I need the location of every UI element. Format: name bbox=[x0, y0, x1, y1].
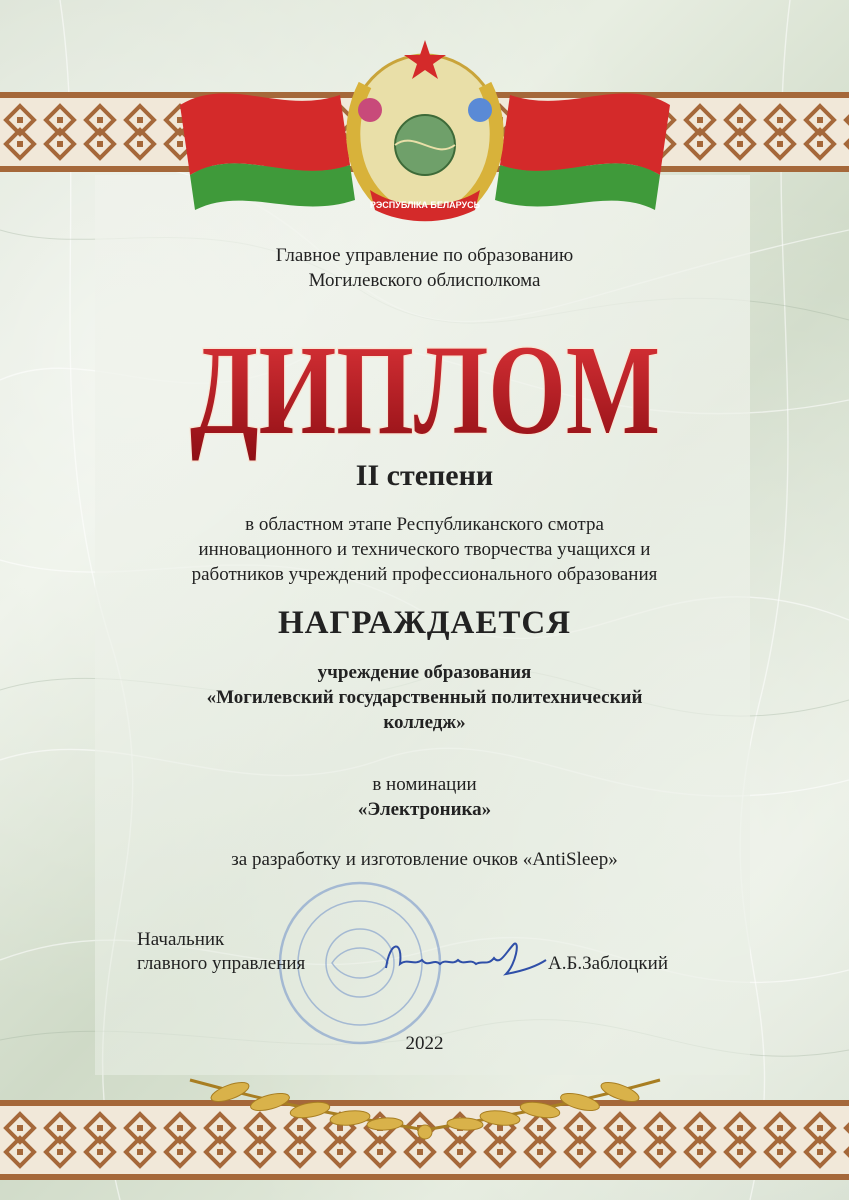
recipient-line-3: колледж» bbox=[383, 712, 466, 733]
diploma-title bbox=[180, 319, 670, 461]
nomination-label: в номинации bbox=[372, 774, 477, 795]
recipient-block bbox=[0, 660, 849, 735]
issuer-line-1: Главное управление по образованию bbox=[275, 245, 574, 266]
signer-title-line-1: Начальник bbox=[137, 929, 225, 950]
diploma-title-text: ДИПЛОМ bbox=[190, 319, 660, 461]
degree-text: II степени bbox=[355, 459, 494, 492]
recipient-line-1: учреждение образования bbox=[317, 662, 532, 683]
issuer-line-2: Могилевского облисполкома bbox=[308, 270, 541, 291]
signer-title bbox=[137, 928, 305, 976]
award-reason: за разработку и изготовление очков «AntiSleep» bbox=[231, 849, 618, 870]
event-line-2: инновационного и технического творчества учащихся и bbox=[198, 539, 651, 560]
awarded-heading: НАГРАЖДАЕТСЯ bbox=[277, 605, 572, 641]
signer-name: А.Б.Заблоцкий bbox=[548, 953, 668, 974]
event-line-1: в областном этапе Республиканского смотра bbox=[245, 514, 604, 535]
nomination-name: «Электроника» bbox=[357, 799, 492, 820]
emblem-ribbon-text: РЭСПУБЛІКА БЕЛАРУСЬ bbox=[369, 200, 481, 210]
laurel-branches bbox=[170, 1060, 680, 1160]
event-line-3: работников учреждений профессионального образования bbox=[191, 564, 658, 585]
state-emblem-with-flags bbox=[170, 25, 680, 225]
issuer-block bbox=[0, 243, 849, 293]
signer-title-line-2: главного управления bbox=[137, 953, 306, 974]
award-year: 2022 bbox=[405, 1033, 444, 1054]
signature bbox=[378, 930, 548, 985]
nomination-block bbox=[0, 772, 849, 822]
event-block bbox=[0, 512, 849, 587]
recipient-line-2: «Могилевский государственный политехнический bbox=[206, 687, 643, 708]
